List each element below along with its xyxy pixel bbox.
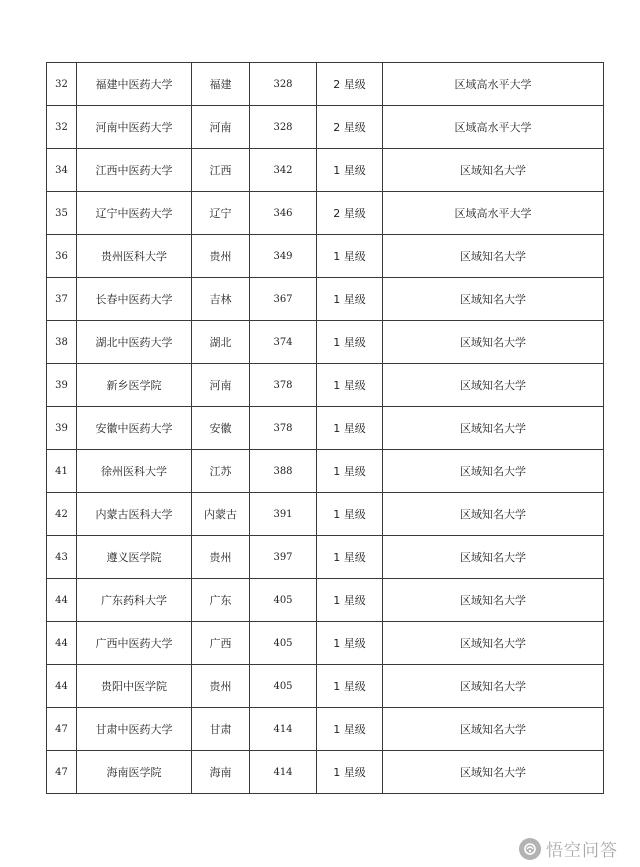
- university-level-cell: 区域知名大学: [383, 751, 604, 794]
- score-cell: 397: [250, 536, 317, 579]
- star-level-cell: 1 星级: [317, 235, 383, 278]
- table-row: [47, 493, 604, 536]
- star-level-cell: 2 星级: [317, 192, 383, 235]
- university-name-cell: 广西中医药大学: [77, 622, 192, 665]
- table-row: [47, 622, 604, 665]
- table-row: [47, 278, 604, 321]
- table-row: [47, 708, 604, 751]
- score-cell: 346: [250, 192, 317, 235]
- table-row: [47, 192, 604, 235]
- university-level-cell: 区域知名大学: [383, 493, 604, 536]
- province-cell: 吉林: [192, 278, 250, 321]
- rank-cell: 32: [47, 106, 77, 149]
- province-cell: 江苏: [192, 450, 250, 493]
- rank-cell: 32: [47, 63, 77, 106]
- wukong-logo-icon: [519, 838, 541, 860]
- province-cell: 湖北: [192, 321, 250, 364]
- province-cell: 辽宁: [192, 192, 250, 235]
- university-name-cell: 湖北中医药大学: [77, 321, 192, 364]
- table-row: [47, 149, 604, 192]
- score-cell: 405: [250, 622, 317, 665]
- table-row: [47, 751, 604, 794]
- rank-cell: 44: [47, 579, 77, 622]
- university-name-cell: 长春中医药大学: [77, 278, 192, 321]
- university-level-cell: 区域知名大学: [383, 708, 604, 751]
- table-row: [47, 106, 604, 149]
- province-cell: 甘肃: [192, 708, 250, 751]
- star-level-cell: 1 星级: [317, 149, 383, 192]
- university-level-cell: 区域知名大学: [383, 665, 604, 708]
- province-cell: 安徽: [192, 407, 250, 450]
- score-cell: 378: [250, 407, 317, 450]
- university-name-cell: 河南中医药大学: [77, 106, 192, 149]
- province-cell: 河南: [192, 106, 250, 149]
- university-level-cell: 区域知名大学: [383, 235, 604, 278]
- table-row: [47, 235, 604, 278]
- score-cell: 378: [250, 364, 317, 407]
- score-cell: 328: [250, 106, 317, 149]
- star-level-cell: 1 星级: [317, 708, 383, 751]
- rank-cell: 35: [47, 192, 77, 235]
- rank-cell: 36: [47, 235, 77, 278]
- university-level-cell: 区域高水平大学: [383, 106, 604, 149]
- university-name-cell: 贵阳中医学院: [77, 665, 192, 708]
- province-cell: 广西: [192, 622, 250, 665]
- star-level-cell: 1 星级: [317, 579, 383, 622]
- watermark: [519, 836, 618, 861]
- university-level-cell: 区域知名大学: [383, 536, 604, 579]
- score-cell: 367: [250, 278, 317, 321]
- score-cell: 391: [250, 493, 317, 536]
- star-level-cell: 1 星级: [317, 278, 383, 321]
- province-cell: 贵州: [192, 235, 250, 278]
- star-level-cell: 1 星级: [317, 751, 383, 794]
- star-level-cell: 1 星级: [317, 536, 383, 579]
- table-row: [47, 536, 604, 579]
- university-name-cell: 广东药科大学: [77, 579, 192, 622]
- rank-cell: 37: [47, 278, 77, 321]
- star-level-cell: 1 星级: [317, 407, 383, 450]
- table-row: [47, 665, 604, 708]
- star-level-cell: 2 星级: [317, 63, 383, 106]
- university-name-cell: 甘肃中医药大学: [77, 708, 192, 751]
- university-level-cell: 区域知名大学: [383, 278, 604, 321]
- university-level-cell: 区域知名大学: [383, 321, 604, 364]
- table-row: [47, 407, 604, 450]
- university-level-cell: 区域高水平大学: [383, 192, 604, 235]
- province-cell: 海南: [192, 751, 250, 794]
- rank-cell: 38: [47, 321, 77, 364]
- star-level-cell: 1 星级: [317, 622, 383, 665]
- table-row: [47, 450, 604, 493]
- score-cell: 328: [250, 63, 317, 106]
- star-level-cell: 1 星级: [317, 665, 383, 708]
- rank-cell: 39: [47, 407, 77, 450]
- rank-cell: 44: [47, 622, 77, 665]
- university-name-cell: 福建中医药大学: [77, 63, 192, 106]
- university-name-cell: 海南医学院: [77, 751, 192, 794]
- university-name-cell: 遵义医学院: [77, 536, 192, 579]
- university-name-cell: 新乡医学院: [77, 364, 192, 407]
- score-cell: 414: [250, 708, 317, 751]
- university-level-cell: 区域知名大学: [383, 364, 604, 407]
- university-name-cell: 辽宁中医药大学: [77, 192, 192, 235]
- university-name-cell: 徐州医科大学: [77, 450, 192, 493]
- university-ranking-table: [46, 62, 604, 794]
- score-cell: 388: [250, 450, 317, 493]
- rank-cell: 39: [47, 364, 77, 407]
- province-cell: 广东: [192, 579, 250, 622]
- rank-cell: 43: [47, 536, 77, 579]
- star-level-cell: 2 星级: [317, 106, 383, 149]
- star-level-cell: 1 星级: [317, 364, 383, 407]
- table-row: [47, 321, 604, 364]
- province-cell: 福建: [192, 63, 250, 106]
- university-level-cell: 区域知名大学: [383, 149, 604, 192]
- university-level-cell: 区域知名大学: [383, 407, 604, 450]
- university-level-cell: 区域知名大学: [383, 450, 604, 493]
- table-row: [47, 364, 604, 407]
- score-cell: 342: [250, 149, 317, 192]
- university-level-cell: 区域知名大学: [383, 622, 604, 665]
- university-name-cell: 贵州医科大学: [77, 235, 192, 278]
- score-cell: 349: [250, 235, 317, 278]
- province-cell: 贵州: [192, 665, 250, 708]
- star-level-cell: 1 星级: [317, 321, 383, 364]
- score-cell: 405: [250, 579, 317, 622]
- table-row: [47, 579, 604, 622]
- province-cell: 内蒙古: [192, 493, 250, 536]
- university-name-cell: 安徽中医药大学: [77, 407, 192, 450]
- score-cell: 414: [250, 751, 317, 794]
- table-row: [47, 63, 604, 106]
- table-body: [47, 63, 604, 794]
- star-level-cell: 1 星级: [317, 450, 383, 493]
- university-level-cell: 区域高水平大学: [383, 63, 604, 106]
- province-cell: 江西: [192, 149, 250, 192]
- watermark-text: 悟空问答: [546, 841, 618, 861]
- rank-cell: 47: [47, 708, 77, 751]
- rank-cell: 42: [47, 493, 77, 536]
- rank-cell: 34: [47, 149, 77, 192]
- score-cell: 405: [250, 665, 317, 708]
- province-cell: 贵州: [192, 536, 250, 579]
- rank-cell: 47: [47, 751, 77, 794]
- province-cell: 河南: [192, 364, 250, 407]
- score-cell: 374: [250, 321, 317, 364]
- university-level-cell: 区域知名大学: [383, 579, 604, 622]
- rank-cell: 41: [47, 450, 77, 493]
- rank-cell: 44: [47, 665, 77, 708]
- university-name-cell: 内蒙古医科大学: [77, 493, 192, 536]
- university-name-cell: 江西中医药大学: [77, 149, 192, 192]
- star-level-cell: 1 星级: [317, 493, 383, 536]
